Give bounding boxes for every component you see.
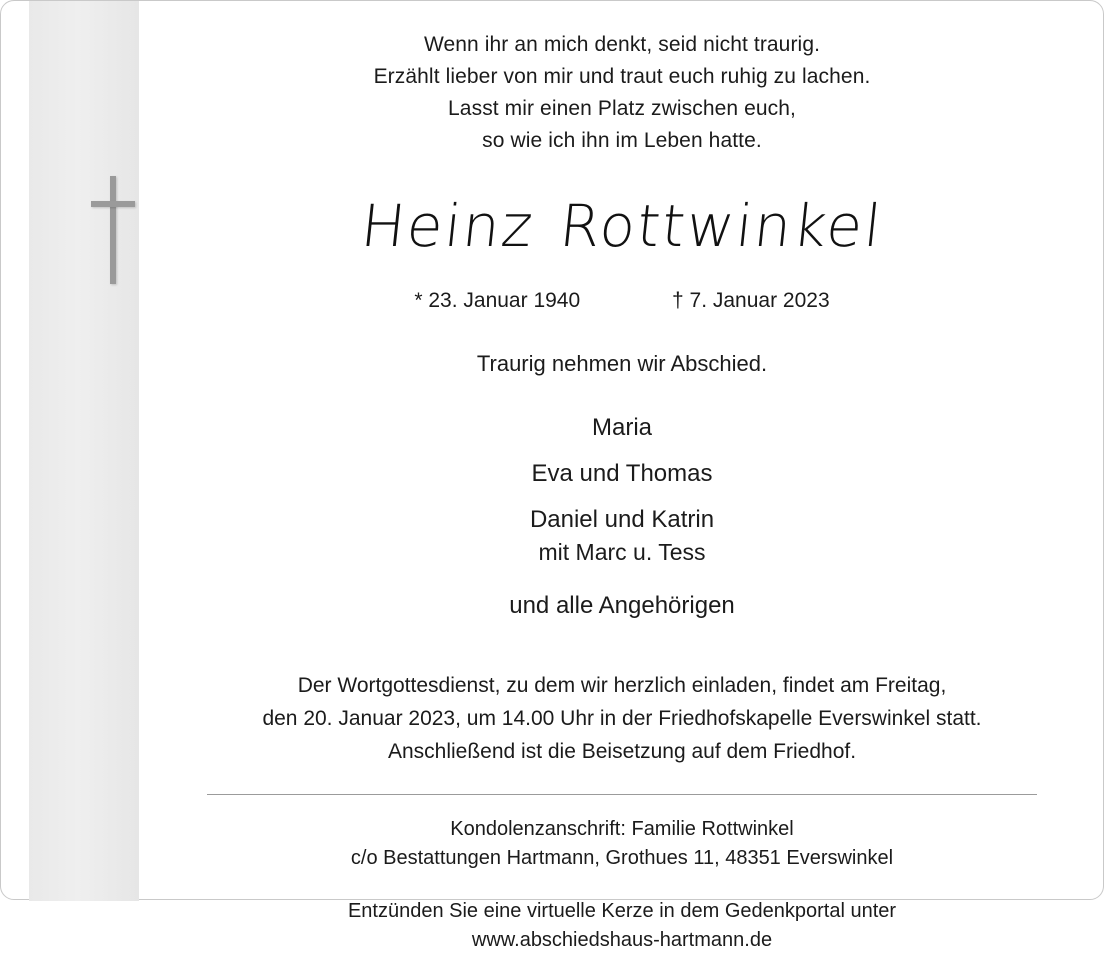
cross-vertical-bar bbox=[110, 176, 116, 284]
birth-date: * 23. Januar 1940 bbox=[414, 289, 581, 312]
life-dates bbox=[179, 289, 1065, 313]
family-line-relatives: und alle Angehörigen bbox=[509, 592, 735, 619]
family-line: Eva und Thomas bbox=[531, 460, 713, 487]
candle-text: Entzünden Sie eine virtuelle Kerze in dem Gedenkportal unter bbox=[347, 900, 897, 922]
condolence-line: Kondolenzanschrift: Familie Rottwinkel bbox=[450, 818, 794, 840]
obituary-content bbox=[139, 1, 1105, 951]
left-band-gradient bbox=[29, 1, 139, 901]
decorative-left-band bbox=[29, 1, 139, 901]
death-date: † 7. Januar 2023 bbox=[672, 289, 830, 312]
family-line-sub: mit Marc u. Tess bbox=[538, 539, 706, 565]
family-line: Maria bbox=[591, 414, 652, 441]
service-line: Anschließend ist die Beisetzung auf dem Friedhof. bbox=[387, 740, 857, 763]
poem-block bbox=[179, 29, 1065, 157]
cross-icon bbox=[91, 176, 135, 284]
service-details bbox=[179, 669, 1065, 768]
family-line: Daniel und Katrin bbox=[529, 506, 715, 533]
deceased-last-name: Rottwinkel bbox=[556, 192, 887, 260]
divider bbox=[207, 794, 1037, 795]
deceased-first-name: Heinz bbox=[357, 192, 538, 260]
cross-horizontal-bar bbox=[91, 201, 135, 207]
poem-line: so wie ich ihn im Leben hatte. bbox=[482, 129, 762, 152]
poem-line: Erzählt lieber von mir und traut euch ruhig zu lachen. bbox=[373, 65, 871, 88]
poem-line: Wenn ihr an mich denkt, seid nicht traurig. bbox=[423, 33, 821, 56]
virtual-candle-note bbox=[179, 897, 1065, 955]
family-list bbox=[179, 405, 1065, 629]
service-line: den 20. Januar 2023, um 14.00 Uhr in der Friedhofskapelle Everswinkel statt. bbox=[262, 707, 982, 730]
service-line: Der Wortgottesdienst, zu dem wir herzlich einladen, findet am Freitag, bbox=[297, 674, 947, 697]
farewell-text: Traurig nehmen wir Abschied. bbox=[476, 351, 768, 376]
deceased-name bbox=[176, 192, 1068, 260]
condolence-line: c/o Bestattungen Hartmann, Grothues 11, 48351 Everswinkel bbox=[350, 847, 894, 869]
memorial-website-url[interactable]: www.abschiedshaus-hartmann.de bbox=[471, 929, 773, 951]
condolence-address bbox=[179, 815, 1065, 873]
poem-line: Lasst mir einen Platz zwischen euch, bbox=[448, 97, 796, 120]
